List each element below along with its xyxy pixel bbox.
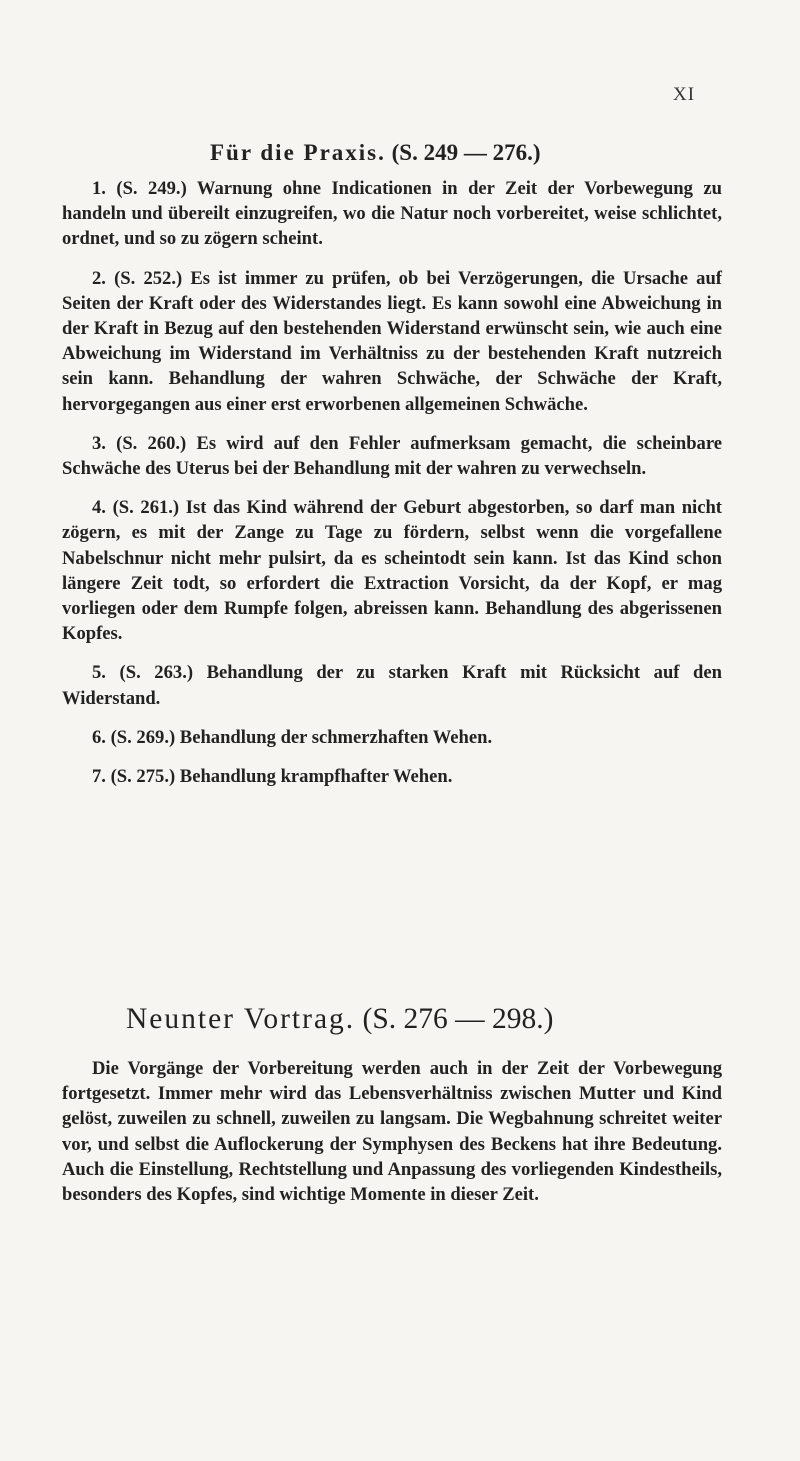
- practice-heading-title: Für die Praxis.: [210, 140, 386, 165]
- practice-heading-range: (S. 249 — 276.): [391, 140, 541, 165]
- practice-section-heading: [210, 140, 541, 166]
- practice-item: 1. (S. 249.) Warnung ohne Indicationen in der Zeit der Vorbewegung zu handeln und übereilt einzugreifen, wo die Natur noch vorbereitet, weise schlichtet, ordnet, und so zu zögern scheint.: [62, 178, 722, 250]
- practice-item: 6. (S. 269.) Behandlung der schmerzhaften Wehen.: [92, 726, 493, 748]
- lecture-summary: [62, 1056, 722, 1207]
- lecture-heading-title: Neunter Vortrag.: [126, 1003, 356, 1035]
- practice-item: 3. (S. 260.) Es wird auf den Fehler aufmerksam gemacht, die scheinbare Schwäche des Uterus bei der Behandlung mit der wahren zu verwechseln.: [62, 432, 722, 480]
- lecture-section-heading: [126, 1003, 553, 1036]
- lecture-summary-text: Die Vorgänge der Vorbereitung werden auch in der Zeit der Vorbewegung fortgesetzt. Immer mehr wird das Lebensverhältniss zwischen Mutter und Kind gelöst, zuweilen zu schnell, zuweilen zu langsam. Die Wegbahnung schreitet weiter vor, und selbst die Auflockerung der Symphysen des Beckens hat ihre Bedeutung. Auch die Einstellung, Rechtstellung und Anpassung des vorliegenden Kindestheils, besonders des Kopfes, sind wichtige Momente in dieser Zeit.: [62, 1058, 722, 1206]
- page-number: XI: [673, 84, 696, 105]
- lecture-heading-range: (S. 276 — 298.): [362, 1003, 554, 1035]
- practice-item: 2. (S. 252.) Es ist immer zu prüfen, ob bei Verzögerungen, die Ursache auf Seiten der Kraft oder des Widerstandes liegt. Es kann sowohl eine Abweichung in der Kraft in Bezug auf den bestehenden Widerstand erwünscht sein, wie auch eine Abweichung im Widerstand im Verhältniss zu der bestehenden Kraft nutzreich sein kann. Behandlung der wahren Schwäche, der Schwäche der Kraft, hervorgegangen aus einer erst erworbenen allgemeinen Schwäche.: [62, 267, 722, 415]
- practice-item: 4. (S. 261.) Ist das Kind während der Geburt abgestorben, so darf man nicht zögern, es mit der Zange zu Tage zu fördern, selbst wenn die vorgefallene Nabelschnur nicht mehr pulsirt, da es scheintodt sein kann. Ist das Kind schon längere Zeit todt, so erfordert die Extraction Vorsicht, da der Kopf, er mag vorliegen oder dem Rumpfe folgen, abreissen kann. Behandlung des abgerissenen Kopfes.: [62, 497, 722, 645]
- practice-items-list: [62, 176, 722, 803]
- practice-item: 7. (S. 275.) Behandlung krampfhafter Wehen.: [92, 766, 453, 788]
- practice-item: 5. (S. 263.) Behandlung der zu starken Kraft mit Rücksicht auf den Widerstand.: [62, 662, 722, 709]
